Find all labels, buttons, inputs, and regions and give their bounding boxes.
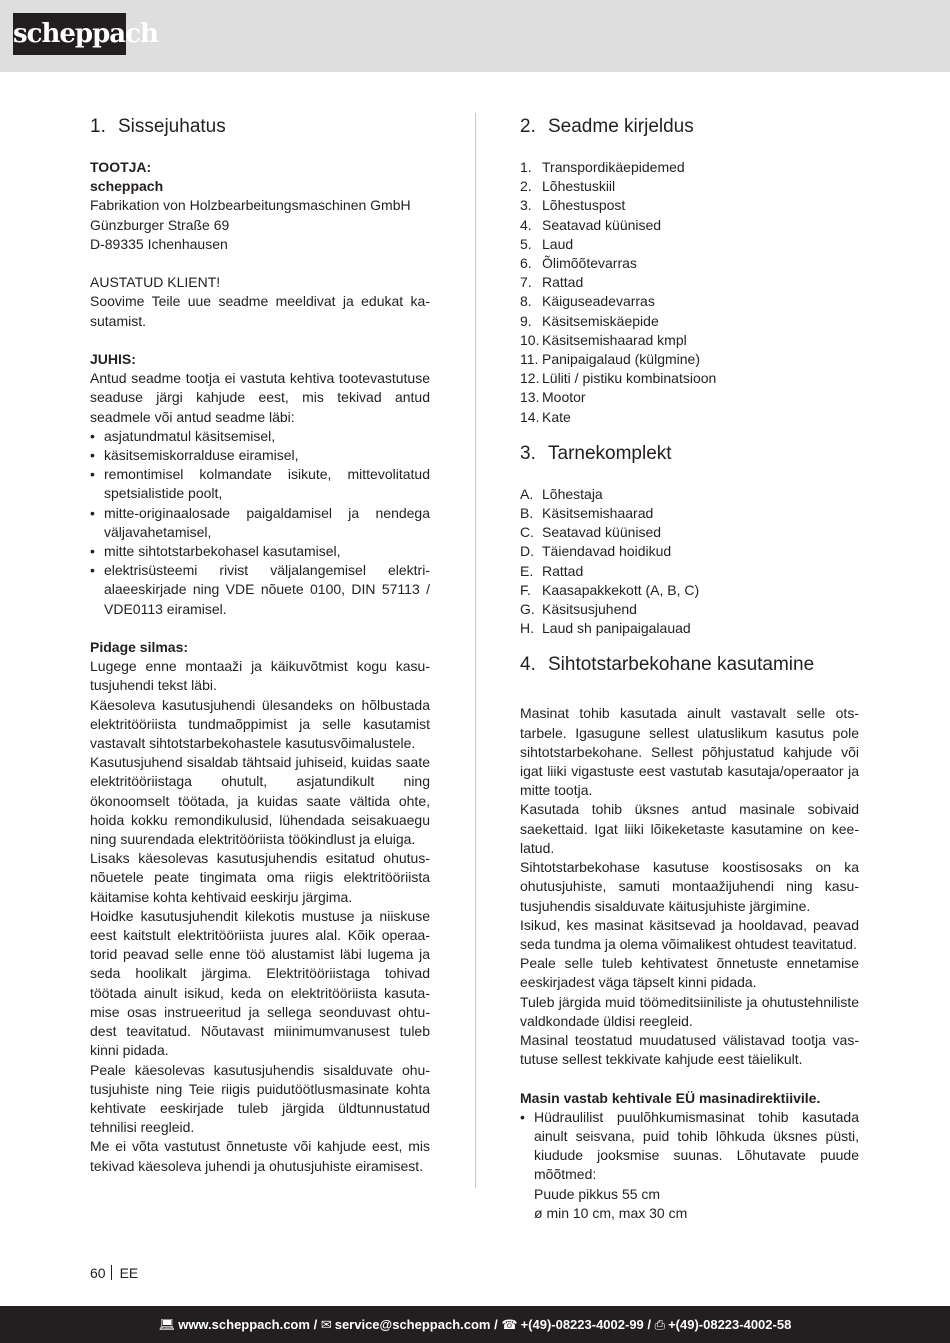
list-item: • mitte sihtotstarbekohasel kasutamisel, xyxy=(90,542,430,561)
paragraph: Hoidke kasutusjuhendit kilekotis mustuse ja niiskuse eest kaitstult elektritööriista juures alal. Kõik operaatorid peavad selle enne töö alustamist läbi lugema ja seda hoolikalt järgima. Elektritööriistaga tohivad töötada ainult isikud, keda on elektritööriista kasutamise osas instrueeritud ja sellega seonduvast ohtudest teavitatud. Nõutavast miinimumvanusest tuleb kinni pidada. xyxy=(90,907,430,1059)
paragraph: Masinat tohib kasutada ainult vastavalt selle otstarbele. Igasugune sellest ulatuslikum kasutus pole sihtotstarbekohane. Sellest põhjustatud kahjude või igat liiki vigastuste eest vastutab kasutaja/operaator ja mitte tootja. xyxy=(520,705,859,799)
list-item: 6. Õlimõõtevarras xyxy=(520,255,637,272)
address-line: D-89335 Ichenhausen xyxy=(90,235,228,252)
list-item: 13. Mootor xyxy=(520,389,586,406)
directive-list xyxy=(520,1108,859,1223)
page-number: 60 EE xyxy=(90,1265,139,1281)
list-item: G. Käsitsusjuhend xyxy=(520,601,637,618)
paragraph: Kasutusjuhend sisaldab tähtsaid juhiseid, kuidas saate elektritööriistaga ohutult, asjatundikult ning ökonoomselt töötada, ja kuidas saate vältida ohte, hoida kokku remondikulusid, lühendada seisakuaegu ning suurendada elektritööriista töökindlust ja eluiga. xyxy=(90,754,430,848)
section-heading-introduction: 1. Sissejuhatus xyxy=(90,116,226,137)
list-item: C. Seatavad küünised xyxy=(520,524,662,541)
paragraph: Tuleb järgida muid töömeditsiiniliste ja ohutustehniliste valdkondade üldisi reegleid. xyxy=(520,993,859,1029)
greeting: AUSTATUD KLIENT! xyxy=(90,274,221,291)
list-item: • remontimisel kolmandate isikute, mittevolitatud spetsialistide poolt, xyxy=(90,465,430,503)
paragraph: Kasutada tohib üksnes antud masinale sobivaid saekettaid. Igat liiki lõikeketaste kasutamine on keelatud. xyxy=(520,801,859,856)
footer-email[interactable]: service@scheppach.com xyxy=(334,1317,491,1332)
address-line: Fabrikation von Holzbearbeitungsmaschinen GmbH xyxy=(90,197,411,214)
footer-phone: +(49)-08223-4002-99 xyxy=(520,1317,644,1332)
company-name: scheppach xyxy=(90,178,164,195)
list-item: 9. Käsitsemiskäepide xyxy=(520,312,659,329)
footer-fax: +(49)-08223-4002-58 xyxy=(668,1317,792,1332)
scheppach-logo: scheppach xyxy=(13,13,126,55)
phone-icon: ☎ xyxy=(501,1317,518,1332)
greeting-text: Soovime Teile uue seadme meeldivat ja edukat kasutamist. xyxy=(90,293,430,329)
section-heading-delivery: 3. Tarnekomplekt xyxy=(520,442,672,464)
parts-list xyxy=(520,158,859,427)
list-item: 5. Laud xyxy=(520,235,574,252)
list-item: H. Laud sh panipaigalauad xyxy=(520,620,691,637)
notice-label: JUHIS: xyxy=(90,351,136,367)
list-item: 4. Seatavad küünised xyxy=(520,216,662,233)
list-item: E. Rattad xyxy=(520,562,584,579)
paragraph: Peale selle tuleb kehtivatest õnnetuste ennetamise eeskirjadest väga täpselt kinni pidada. xyxy=(520,955,859,991)
section-heading-intended-use: 4. Sihtotstarbekohane kasutamine xyxy=(520,654,815,676)
list-item: 14. Kate xyxy=(520,408,571,425)
list-item: 3. Lõhestuspost xyxy=(520,197,626,214)
list-item: F. Kaasapakkekott (A, B, C) xyxy=(520,581,700,598)
footer-band: 💻︎ www.scheppach.com / ✉ service@scheppach.com / ☎ +(49)-08223-4002-99 / ⎙ +(49)-08223-4002-58 xyxy=(0,1306,950,1343)
list-item: B. Käsitsemishaarad xyxy=(520,505,654,522)
paragraph: Isikud, kes masinat käsitsevad ja hooldavad, peavad seda tundma ja olema võimalikest ohtudest teavitatud. xyxy=(520,916,859,952)
directive-label: Masin vastab kehtivale EÜ masinadirektiivile. xyxy=(520,1089,821,1106)
paragraph: Lisaks käesolevas kasutusjuhendis esitatud ohutusnõuetele peate tingimata oma riigis elektritööriista käitamise kohta kehtivaid eeskirju järgima. xyxy=(90,850,430,905)
list-item: • käsitsemiskorralduse eiramisel, xyxy=(90,446,430,465)
computer-icon: 💻︎ xyxy=(158,1317,176,1332)
paragraph: Käesoleva kasutusjuhendi ülesandeks on hõlbustada elektritööriista tundmaõppimist ja selle kasutamist vastavalt sihtotstarbekohastele kasutusvõimalustele. xyxy=(90,696,430,752)
list-item: D. Täiendavad hoidikud xyxy=(520,543,672,560)
paragraph: Peale käesolevas kasutusjuhendis sisalduvate ohutusjuhiste ning Teie riigis puidutöötlusmasinate kohta kehtivate eeskirjade tuleb järgida üldtunnustatud tehnilisi reegleid. xyxy=(90,1061,430,1136)
list-item: • mitte-originaalosade paigaldamisel ja nendega väljavahetamisel, xyxy=(90,504,430,542)
paragraph: Masinal teostatud muudatused välistavad tootja vastutuse sellest tekkivate kahjude eest täielikult. xyxy=(520,1031,859,1068)
attention-label: Pidage silmas: xyxy=(90,639,189,656)
list-item: 8. Käiguseadevarras xyxy=(520,293,655,310)
column-divider xyxy=(475,113,476,1188)
list-item: 7. Rattad xyxy=(520,274,584,291)
address-line: Günzburger Straße 69 xyxy=(90,216,230,233)
paragraph: Sihtotstarbekohase kasutuse koostisosaks on ka ohutusjuhiste, samuti montaažijuhendi ning kasutusjuhendis sisalduvate käitusjuhiste järgimine. xyxy=(520,859,859,914)
notice-text: Antud seadme tootja ei vastuta kehtiva tootevastutuse seaduse järgi kahjude eest, mis tekivad antud seadmele või antud seadme läbi: xyxy=(90,370,430,425)
section-heading-description: 2. Seadme kirjeldus xyxy=(520,116,694,137)
list-item: A. Lõhestaja xyxy=(520,485,603,502)
manufacturer-label: TOOTJA: xyxy=(90,159,152,175)
list-item: • elektrisüsteemi rivist väljalangemisel elektrialaeeskirjade ning VDE nõuete 0100, DIN 57113 / VDE0113 eiramisel. xyxy=(90,561,430,619)
email-icon: ✉ xyxy=(320,1317,332,1332)
left-column xyxy=(90,112,430,1176)
delivery-list xyxy=(520,485,859,639)
paragraph: Me ei võta vastutust õnnetuste või kahjude eest, mis tekivad käesoleva juhendi ja ohutusjuhiste eiramisest. xyxy=(90,1138,430,1174)
fax-icon: ⎙ xyxy=(654,1317,666,1332)
header-band xyxy=(0,0,950,72)
list-item: • Hüdraulilist puulõhkumismasinat tohib kasutada ainult seisvana, puid tohib lõhkuda üksnes püsti, kiudude jooksmise suunas. Lõhutavate puude mõõtmed: Puude pikkus 55 cm ø min 10 cm, max 30 cm xyxy=(520,1108,859,1223)
list-item: 2. Lõhestuskiil xyxy=(520,178,616,195)
list-item: 12. Lüliti / pistiku kombinatsioon xyxy=(520,370,717,387)
list-item: • asjatundmatul käsitsemisel, xyxy=(90,427,430,446)
list-item: 11. Panipaigalaud (külgmine) xyxy=(520,351,700,368)
right-column xyxy=(520,112,859,1223)
list-item: 1. Transpordikäepidemed xyxy=(520,159,685,175)
liability-list xyxy=(90,427,430,619)
list-item: 10. Käsitsemishaarad kmpl xyxy=(520,331,687,348)
paragraph: Lugege enne montaaži ja käikuvõtmist kogu kasutusjuhendi tekst läbi. xyxy=(90,658,430,694)
footer-website[interactable]: www.scheppach.com xyxy=(178,1317,310,1332)
